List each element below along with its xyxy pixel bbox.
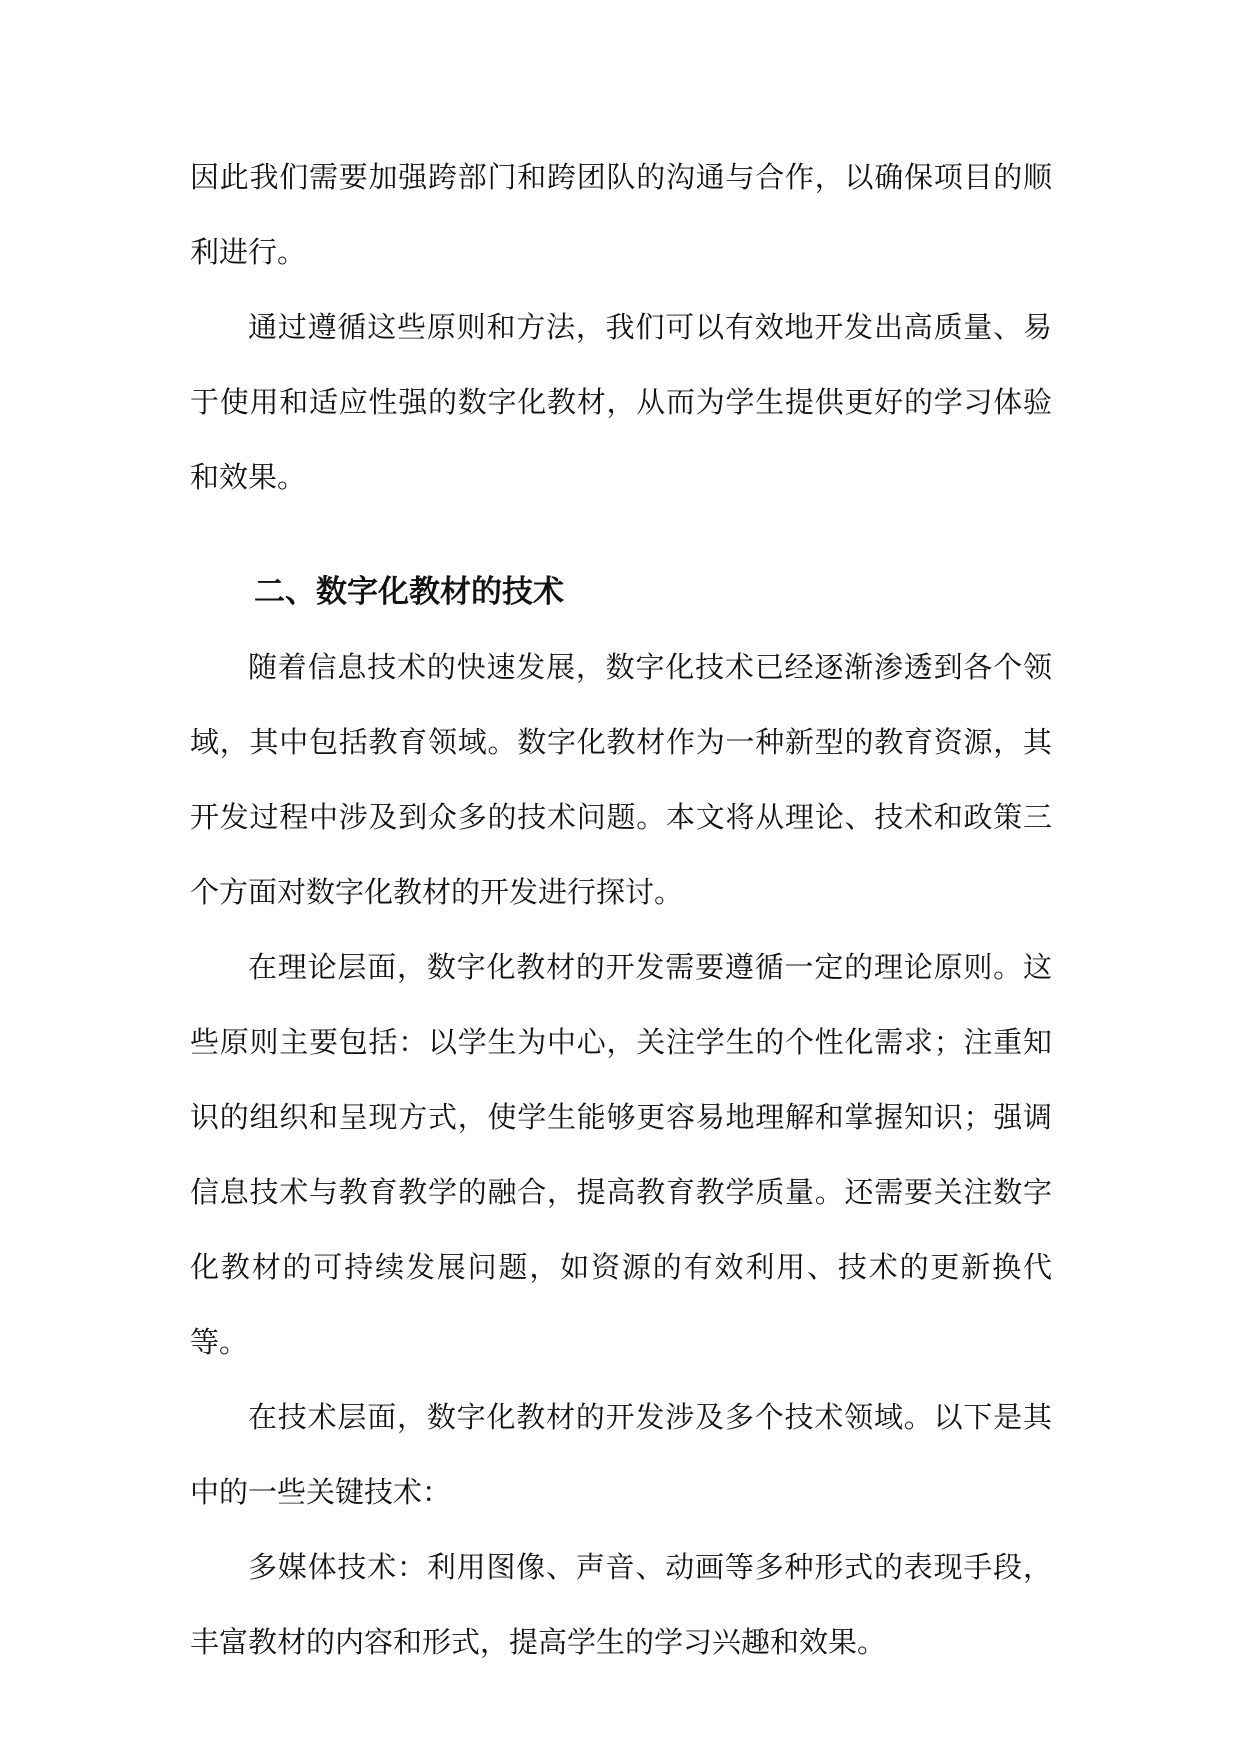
document-body — [190, 140, 1052, 1680]
paragraph-intro: 随着信息技术的快速发展，数字化技术已经逐渐渗透到各个领域，其中包括教育领域。数字化教材作为一种新型的教育资源，其开发过程中涉及到众多的技术问题。本文将从理论、技术和政策三个方面对数字化教材的开发进行探讨。 — [190, 650, 1052, 909]
section-heading: 二、数字化教材的技术 — [254, 574, 564, 610]
paragraph-multimedia: 多媒体技术：利用图像、声音、动画等多种形式的表现手段，丰富教材的内容和形式，提高学生的学习兴趣和效果。 — [190, 1550, 1052, 1659]
paragraph-summary: 通过遵循这些原则和方法，我们可以有效地开发出高质量、易于使用和适应性强的数字化教材，从而为学生提供更好的学习体验和效果。 — [190, 310, 1052, 494]
paragraph-continuation: 因此我们需要加强跨部门和跨团队的沟通与合作，以确保项目的顺利进行。 — [190, 160, 1052, 269]
paragraph-technology: 在技术层面，数字化教材的开发涉及多个技术领域。以下是其中的一些关键技术： — [190, 1400, 1052, 1509]
paragraph-theory: 在理论层面，数字化教材的开发需要遵循一定的理论原则。这些原则主要包括：以学生为中心，关注学生的个性化需求；注重知识的组织和呈现方式，使学生能够更容易地理解和掌握知识；强调信息技术与教育教学的融合，提高教育教学质量。还需要关注数字化教材的可持续发展问题，如资源的有效利用、技术的更新换代等。 — [190, 950, 1052, 1359]
